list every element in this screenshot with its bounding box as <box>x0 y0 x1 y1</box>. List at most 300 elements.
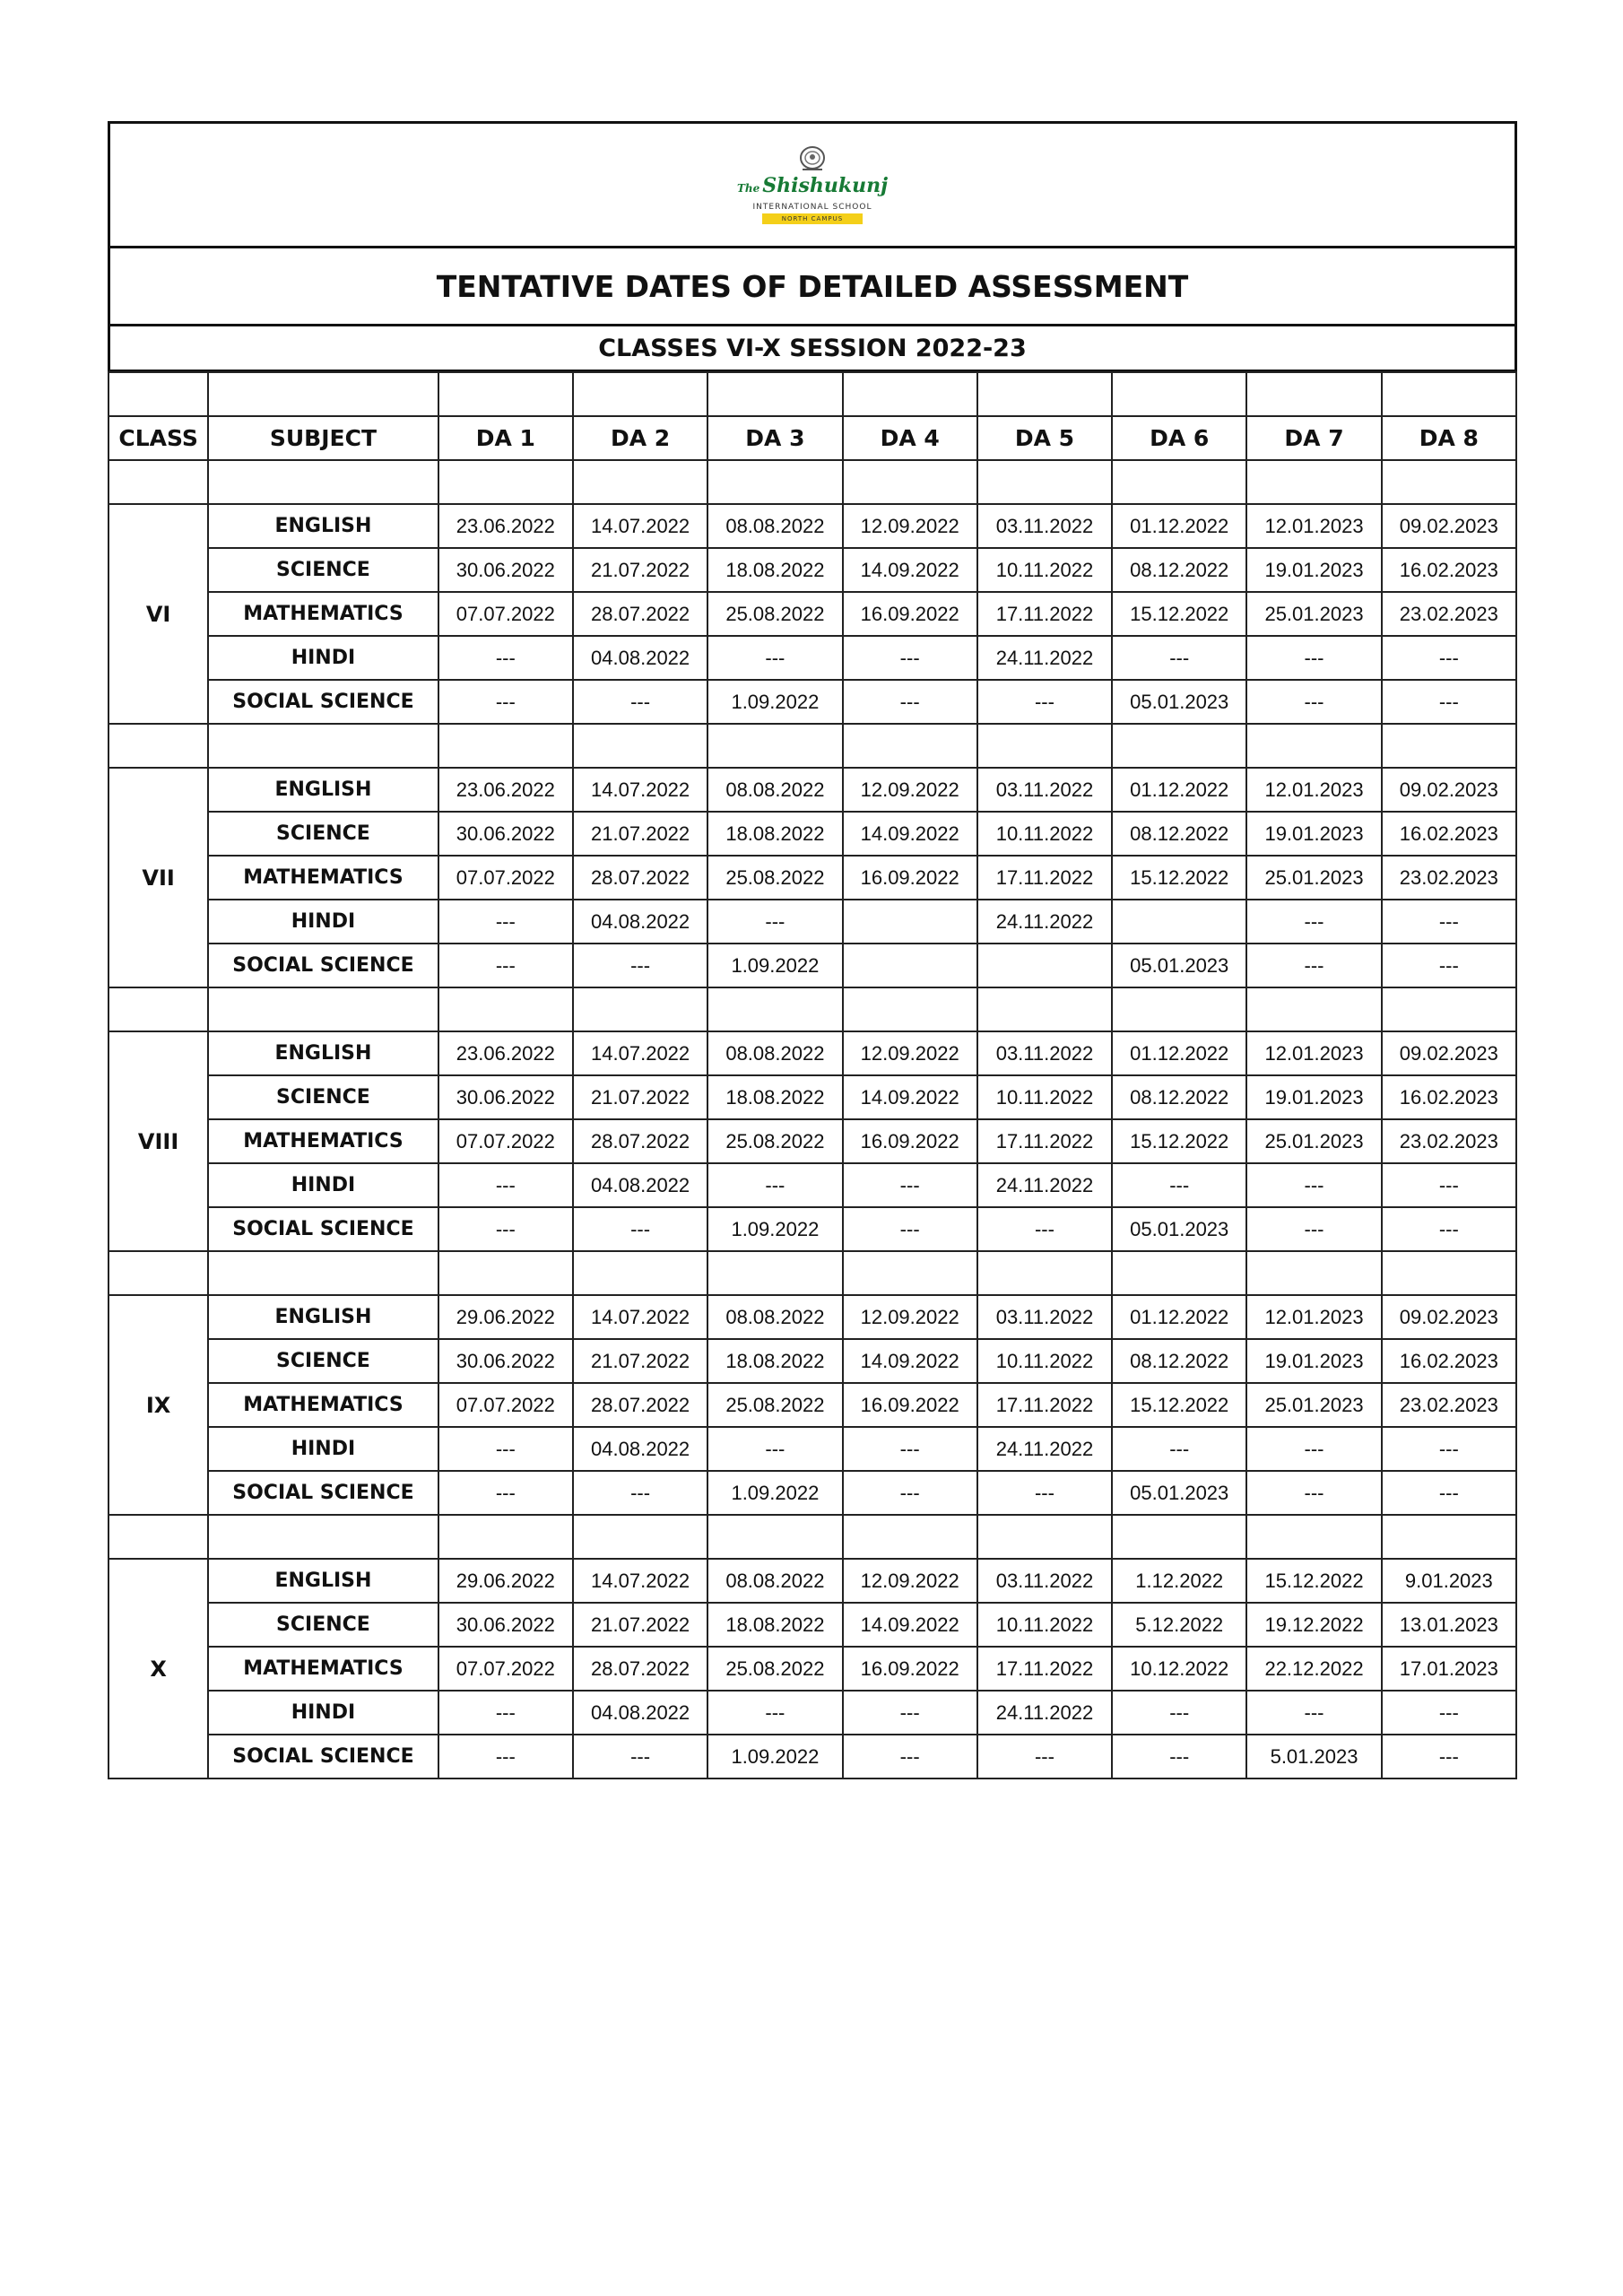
table-row <box>108 548 1516 592</box>
date-cell: 25.08.2022 <box>707 856 842 900</box>
table-row <box>108 1339 1516 1383</box>
date-cell: 09.02.2023 <box>1382 768 1516 812</box>
column-header: DA 8 <box>1382 416 1516 460</box>
date-cell: 21.07.2022 <box>573 1075 707 1119</box>
header-row <box>108 416 1516 460</box>
class-label: VIII <box>108 1031 208 1251</box>
date-cell: 22.12.2022 <box>1246 1647 1381 1691</box>
empty-cell <box>1382 724 1516 768</box>
date-cell: 08.08.2022 <box>707 504 842 548</box>
date-cell: --- <box>573 944 707 987</box>
class-label: X <box>108 1559 208 1779</box>
date-cell: 12.01.2023 <box>1246 1295 1381 1339</box>
date-cell: 23.06.2022 <box>438 504 573 548</box>
date-cell: 23.02.2023 <box>1382 1119 1516 1163</box>
empty-cell <box>1112 1251 1246 1295</box>
table-row <box>108 1031 1516 1075</box>
date-cell: --- <box>1382 1207 1516 1251</box>
date-cell: 1.09.2022 <box>707 1471 842 1515</box>
date-cell: --- <box>573 1735 707 1779</box>
date-cell: 28.07.2022 <box>573 856 707 900</box>
empty-cell <box>1382 372 1516 416</box>
date-cell: --- <box>438 1427 573 1471</box>
date-cell: 08.08.2022 <box>707 768 842 812</box>
subject-label: SCIENCE <box>208 812 438 856</box>
date-cell: 04.08.2022 <box>573 636 707 680</box>
empty-cell <box>1246 987 1381 1031</box>
spacer-row <box>108 987 1516 1031</box>
date-cell: 23.02.2023 <box>1382 592 1516 636</box>
subject-label: MATHEMATICS <box>208 592 438 636</box>
table-row <box>108 504 1516 548</box>
page-title: TENTATIVE DATES OF DETAILED ASSESSMENT <box>110 248 1515 326</box>
date-cell: 04.08.2022 <box>573 1163 707 1207</box>
empty-cell <box>438 724 573 768</box>
date-cell: --- <box>843 636 977 680</box>
table-row <box>108 768 1516 812</box>
date-cell: 08.08.2022 <box>707 1559 842 1603</box>
date-cell: --- <box>1246 1163 1381 1207</box>
date-cell: 08.12.2022 <box>1112 812 1246 856</box>
column-header: DA 4 <box>843 416 977 460</box>
column-header: CLASS <box>108 416 208 460</box>
date-cell: --- <box>707 1427 842 1471</box>
date-cell: 15.12.2022 <box>1112 856 1246 900</box>
date-cell: 30.06.2022 <box>438 812 573 856</box>
empty-cell <box>438 372 573 416</box>
date-cell: 23.06.2022 <box>438 768 573 812</box>
empty-cell <box>1246 724 1381 768</box>
date-cell: 17.11.2022 <box>977 1383 1112 1427</box>
empty-cell <box>707 1515 842 1559</box>
empty-cell <box>108 987 208 1031</box>
date-cell <box>1112 900 1246 944</box>
subject-label: ENGLISH <box>208 768 438 812</box>
table-row <box>108 1427 1516 1471</box>
table-row <box>108 1383 1516 1427</box>
empty-cell <box>977 987 1112 1031</box>
date-cell: 03.11.2022 <box>977 768 1112 812</box>
date-cell: 25.08.2022 <box>707 592 842 636</box>
date-cell: 21.07.2022 <box>573 1339 707 1383</box>
date-cell: 21.07.2022 <box>573 812 707 856</box>
date-cell: 07.07.2022 <box>438 1119 573 1163</box>
date-cell: --- <box>1112 636 1246 680</box>
date-cell: 04.08.2022 <box>573 900 707 944</box>
table-row <box>108 1647 1516 1691</box>
date-cell: 15.12.2022 <box>1112 592 1246 636</box>
empty-cell <box>438 1515 573 1559</box>
date-cell: 07.07.2022 <box>438 1383 573 1427</box>
empty-cell <box>108 372 208 416</box>
date-cell: 9.01.2023 <box>1382 1559 1516 1603</box>
subject-label: HINDI <box>208 1691 438 1735</box>
spacer-row <box>108 372 1516 416</box>
date-cell: 25.01.2023 <box>1246 1119 1381 1163</box>
empty-cell <box>977 460 1112 504</box>
table-row <box>108 900 1516 944</box>
column-header: DA 5 <box>977 416 1112 460</box>
empty-cell <box>1112 987 1246 1031</box>
date-cell: --- <box>1112 1735 1246 1779</box>
date-cell: 12.01.2023 <box>1246 504 1381 548</box>
table-row <box>108 856 1516 900</box>
empty-cell <box>1112 724 1246 768</box>
date-cell: 12.01.2023 <box>1246 1031 1381 1075</box>
date-cell: 10.11.2022 <box>977 1339 1112 1383</box>
column-header: DA 2 <box>573 416 707 460</box>
date-cell: 03.11.2022 <box>977 1031 1112 1075</box>
date-cell: 03.11.2022 <box>977 1559 1112 1603</box>
date-cell: 1.09.2022 <box>707 680 842 724</box>
date-cell: 16.02.2023 <box>1382 1339 1516 1383</box>
date-cell: 18.08.2022 <box>707 1603 842 1647</box>
date-cell: 19.01.2023 <box>1246 1339 1381 1383</box>
date-cell: 12.09.2022 <box>843 1031 977 1075</box>
empty-cell <box>208 372 438 416</box>
date-cell: 09.02.2023 <box>1382 1295 1516 1339</box>
date-cell: 09.02.2023 <box>1382 1031 1516 1075</box>
empty-cell <box>1382 1515 1516 1559</box>
date-cell: 04.08.2022 <box>573 1691 707 1735</box>
date-cell: 28.07.2022 <box>573 592 707 636</box>
empty-cell <box>977 724 1112 768</box>
date-cell: --- <box>573 1207 707 1251</box>
date-cell: 1.12.2022 <box>1112 1559 1246 1603</box>
empty-cell <box>843 460 977 504</box>
header-box <box>108 121 1517 371</box>
empty-cell <box>977 1515 1112 1559</box>
empty-cell <box>573 1251 707 1295</box>
table-row <box>108 636 1516 680</box>
date-cell: 04.08.2022 <box>573 1427 707 1471</box>
empty-cell <box>573 1515 707 1559</box>
empty-cell <box>707 460 842 504</box>
table-row <box>108 1163 1516 1207</box>
date-cell: 05.01.2023 <box>1112 1207 1246 1251</box>
column-header: SUBJECT <box>208 416 438 460</box>
empty-cell <box>1382 987 1516 1031</box>
date-cell: 10.11.2022 <box>977 1075 1112 1119</box>
empty-cell <box>108 460 208 504</box>
date-cell: 25.08.2022 <box>707 1119 842 1163</box>
date-cell: 05.01.2023 <box>1112 1471 1246 1515</box>
logo-name <box>737 174 888 197</box>
date-cell: 01.12.2022 <box>1112 504 1246 548</box>
date-cell: --- <box>1246 1471 1381 1515</box>
date-cell: 14.09.2022 <box>843 1075 977 1119</box>
date-cell: --- <box>843 1691 977 1735</box>
subject-label: SCIENCE <box>208 1339 438 1383</box>
date-cell: 17.11.2022 <box>977 592 1112 636</box>
date-cell: 17.11.2022 <box>977 1119 1112 1163</box>
date-cell: 21.07.2022 <box>573 1603 707 1647</box>
subject-label: SOCIAL SCIENCE <box>208 680 438 724</box>
date-cell: 25.01.2023 <box>1246 856 1381 900</box>
date-cell: --- <box>1382 1163 1516 1207</box>
assessment-table <box>108 371 1517 1779</box>
table-row <box>108 1559 1516 1603</box>
date-cell: 01.12.2022 <box>1112 1295 1246 1339</box>
empty-cell <box>438 460 573 504</box>
empty-cell <box>1112 372 1246 416</box>
date-cell: 05.01.2023 <box>1112 944 1246 987</box>
date-cell: 05.01.2023 <box>1112 680 1246 724</box>
logo-row <box>110 124 1515 248</box>
date-cell: 14.09.2022 <box>843 548 977 592</box>
date-cell: 14.07.2022 <box>573 504 707 548</box>
spacer-row <box>108 724 1516 768</box>
date-cell: 30.06.2022 <box>438 1603 573 1647</box>
subject-label: ENGLISH <box>208 1031 438 1075</box>
date-cell <box>843 900 977 944</box>
empty-cell <box>977 372 1112 416</box>
table-row <box>108 1603 1516 1647</box>
date-cell: --- <box>1382 944 1516 987</box>
date-cell: 12.01.2023 <box>1246 768 1381 812</box>
date-cell: 1.09.2022 <box>707 944 842 987</box>
empty-cell <box>573 372 707 416</box>
empty-cell <box>1382 1251 1516 1295</box>
empty-cell <box>208 724 438 768</box>
date-cell: 21.07.2022 <box>573 548 707 592</box>
date-cell: 1.09.2022 <box>707 1207 842 1251</box>
empty-cell <box>108 1515 208 1559</box>
date-cell: --- <box>438 1471 573 1515</box>
empty-cell <box>707 724 842 768</box>
date-cell: 16.09.2022 <box>843 856 977 900</box>
date-cell: 25.01.2023 <box>1246 1383 1381 1427</box>
empty-cell <box>707 1251 842 1295</box>
date-cell: --- <box>438 1207 573 1251</box>
table-row <box>108 812 1516 856</box>
date-cell: 13.01.2023 <box>1382 1603 1516 1647</box>
subject-label: SCIENCE <box>208 1603 438 1647</box>
date-cell: --- <box>977 1207 1112 1251</box>
empty-cell <box>208 1251 438 1295</box>
date-cell: 28.07.2022 <box>573 1119 707 1163</box>
empty-cell <box>843 724 977 768</box>
date-cell: 19.12.2022 <box>1246 1603 1381 1647</box>
table-row <box>108 1735 1516 1779</box>
date-cell: 5.01.2023 <box>1246 1735 1381 1779</box>
empty-cell <box>108 1251 208 1295</box>
date-cell: --- <box>1246 680 1381 724</box>
date-cell: --- <box>438 944 573 987</box>
date-cell: --- <box>977 1735 1112 1779</box>
date-cell: --- <box>843 1471 977 1515</box>
date-cell: 09.02.2023 <box>1382 504 1516 548</box>
subject-label: SOCIAL SCIENCE <box>208 944 438 987</box>
date-cell: 10.11.2022 <box>977 1603 1112 1647</box>
date-cell: 30.06.2022 <box>438 1075 573 1119</box>
empty-cell <box>1246 372 1381 416</box>
table-row <box>108 1471 1516 1515</box>
date-cell <box>977 944 1112 987</box>
date-cell: 25.08.2022 <box>707 1383 842 1427</box>
date-cell: --- <box>573 1471 707 1515</box>
school-logo <box>737 145 888 224</box>
empty-cell <box>1246 1251 1381 1295</box>
date-cell: 23.06.2022 <box>438 1031 573 1075</box>
subject-label: SCIENCE <box>208 1075 438 1119</box>
date-cell: 15.12.2022 <box>1246 1559 1381 1603</box>
date-cell: 1.09.2022 <box>707 1735 842 1779</box>
page-subtitle: CLASSES VI-X SESSION 2022-23 <box>110 326 1515 371</box>
column-header: DA 7 <box>1246 416 1381 460</box>
date-cell: --- <box>843 1427 977 1471</box>
date-cell: 07.07.2022 <box>438 1647 573 1691</box>
date-cell: --- <box>1246 1207 1381 1251</box>
date-cell: 16.02.2023 <box>1382 1075 1516 1119</box>
date-cell: 10.11.2022 <box>977 548 1112 592</box>
date-cell: 14.09.2022 <box>843 1339 977 1383</box>
date-cell: --- <box>1246 1691 1381 1735</box>
date-cell: 17.11.2022 <box>977 1647 1112 1691</box>
date-cell: --- <box>1246 636 1381 680</box>
date-cell: 23.02.2023 <box>1382 856 1516 900</box>
empty-cell <box>573 724 707 768</box>
column-header: DA 1 <box>438 416 573 460</box>
date-cell: --- <box>1246 1427 1381 1471</box>
table-row <box>108 944 1516 987</box>
date-cell: 08.12.2022 <box>1112 1339 1246 1383</box>
date-cell: 29.06.2022 <box>438 1295 573 1339</box>
date-cell: 12.09.2022 <box>843 1559 977 1603</box>
date-cell: --- <box>707 1691 842 1735</box>
date-cell: 08.12.2022 <box>1112 1075 1246 1119</box>
date-cell: --- <box>1246 900 1381 944</box>
date-cell: 15.12.2022 <box>1112 1383 1246 1427</box>
empty-cell <box>1246 460 1381 504</box>
date-cell: 18.08.2022 <box>707 548 842 592</box>
date-cell: 01.12.2022 <box>1112 1031 1246 1075</box>
empty-cell <box>573 460 707 504</box>
subject-label: SCIENCE <box>208 548 438 592</box>
date-cell: 24.11.2022 <box>977 1691 1112 1735</box>
date-cell: --- <box>843 1163 977 1207</box>
date-cell: 15.12.2022 <box>1112 1119 1246 1163</box>
date-cell: 12.09.2022 <box>843 1295 977 1339</box>
date-cell: 16.09.2022 <box>843 1647 977 1691</box>
date-cell: 28.07.2022 <box>573 1647 707 1691</box>
date-cell: --- <box>438 636 573 680</box>
date-cell: 24.11.2022 <box>977 636 1112 680</box>
date-cell: 08.08.2022 <box>707 1295 842 1339</box>
date-cell: 19.01.2023 <box>1246 812 1381 856</box>
date-cell: 12.09.2022 <box>843 768 977 812</box>
date-cell: 08.08.2022 <box>707 1031 842 1075</box>
date-cell: 14.07.2022 <box>573 1031 707 1075</box>
date-cell: 5.12.2022 <box>1112 1603 1246 1647</box>
date-cell: 19.01.2023 <box>1246 1075 1381 1119</box>
date-cell: --- <box>843 680 977 724</box>
column-header: DA 6 <box>1112 416 1246 460</box>
subject-label: HINDI <box>208 1163 438 1207</box>
date-cell: --- <box>1382 900 1516 944</box>
date-cell: 01.12.2022 <box>1112 768 1246 812</box>
date-cell <box>843 944 977 987</box>
date-cell: 14.07.2022 <box>573 1295 707 1339</box>
date-cell: 18.08.2022 <box>707 1075 842 1119</box>
date-cell: --- <box>977 1471 1112 1515</box>
date-cell: 03.11.2022 <box>977 1295 1112 1339</box>
assessment-sheet <box>108 121 1517 1779</box>
table-row <box>108 1119 1516 1163</box>
empty-cell <box>843 1515 977 1559</box>
class-label: VII <box>108 768 208 987</box>
date-cell: 10.12.2022 <box>1112 1647 1246 1691</box>
date-cell: 24.11.2022 <box>977 1427 1112 1471</box>
empty-cell <box>108 724 208 768</box>
date-cell: 12.09.2022 <box>843 504 977 548</box>
date-cell: 17.01.2023 <box>1382 1647 1516 1691</box>
date-cell: --- <box>977 680 1112 724</box>
empty-cell <box>1112 460 1246 504</box>
date-cell: 07.07.2022 <box>438 592 573 636</box>
date-cell: 19.01.2023 <box>1246 548 1381 592</box>
date-cell: --- <box>438 1163 573 1207</box>
empty-cell <box>1246 1515 1381 1559</box>
subject-label: SOCIAL SCIENCE <box>208 1735 438 1779</box>
empty-cell <box>707 987 842 1031</box>
subject-label: MATHEMATICS <box>208 1119 438 1163</box>
date-cell: 07.07.2022 <box>438 856 573 900</box>
date-cell: 14.09.2022 <box>843 1603 977 1647</box>
table-row <box>108 1691 1516 1735</box>
empty-cell <box>438 987 573 1031</box>
date-cell: --- <box>1382 636 1516 680</box>
empty-cell <box>1382 460 1516 504</box>
subject-label: MATHEMATICS <box>208 856 438 900</box>
table-row <box>108 1075 1516 1119</box>
date-cell: --- <box>438 680 573 724</box>
spacer-row <box>108 1515 1516 1559</box>
date-cell: --- <box>707 900 842 944</box>
date-cell: 25.08.2022 <box>707 1647 842 1691</box>
empty-cell <box>843 1251 977 1295</box>
subject-label: SOCIAL SCIENCE <box>208 1207 438 1251</box>
empty-cell <box>1112 1515 1246 1559</box>
empty-cell <box>208 987 438 1031</box>
empty-cell <box>208 460 438 504</box>
table-row <box>108 592 1516 636</box>
date-cell: 30.06.2022 <box>438 548 573 592</box>
logo-name-text: Shishukunj <box>762 174 889 197</box>
subject-label: SOCIAL SCIENCE <box>208 1471 438 1515</box>
date-cell: --- <box>573 680 707 724</box>
class-label: IX <box>108 1295 208 1515</box>
class-label: VI <box>108 504 208 724</box>
subject-label: ENGLISH <box>208 1295 438 1339</box>
subject-label: MATHEMATICS <box>208 1647 438 1691</box>
school-emblem-icon <box>797 145 828 172</box>
date-cell: --- <box>438 1735 573 1779</box>
date-cell: --- <box>707 1163 842 1207</box>
date-cell: 30.06.2022 <box>438 1339 573 1383</box>
subject-label: ENGLISH <box>208 504 438 548</box>
date-cell: 23.02.2023 <box>1382 1383 1516 1427</box>
date-cell: 16.09.2022 <box>843 1383 977 1427</box>
spacer-row <box>108 460 1516 504</box>
date-cell: --- <box>1382 680 1516 724</box>
table-row <box>108 1295 1516 1339</box>
empty-cell <box>438 1251 573 1295</box>
date-cell: 28.07.2022 <box>573 1383 707 1427</box>
date-cell: --- <box>1112 1427 1246 1471</box>
date-cell: --- <box>1382 1427 1516 1471</box>
date-cell: --- <box>438 1691 573 1735</box>
